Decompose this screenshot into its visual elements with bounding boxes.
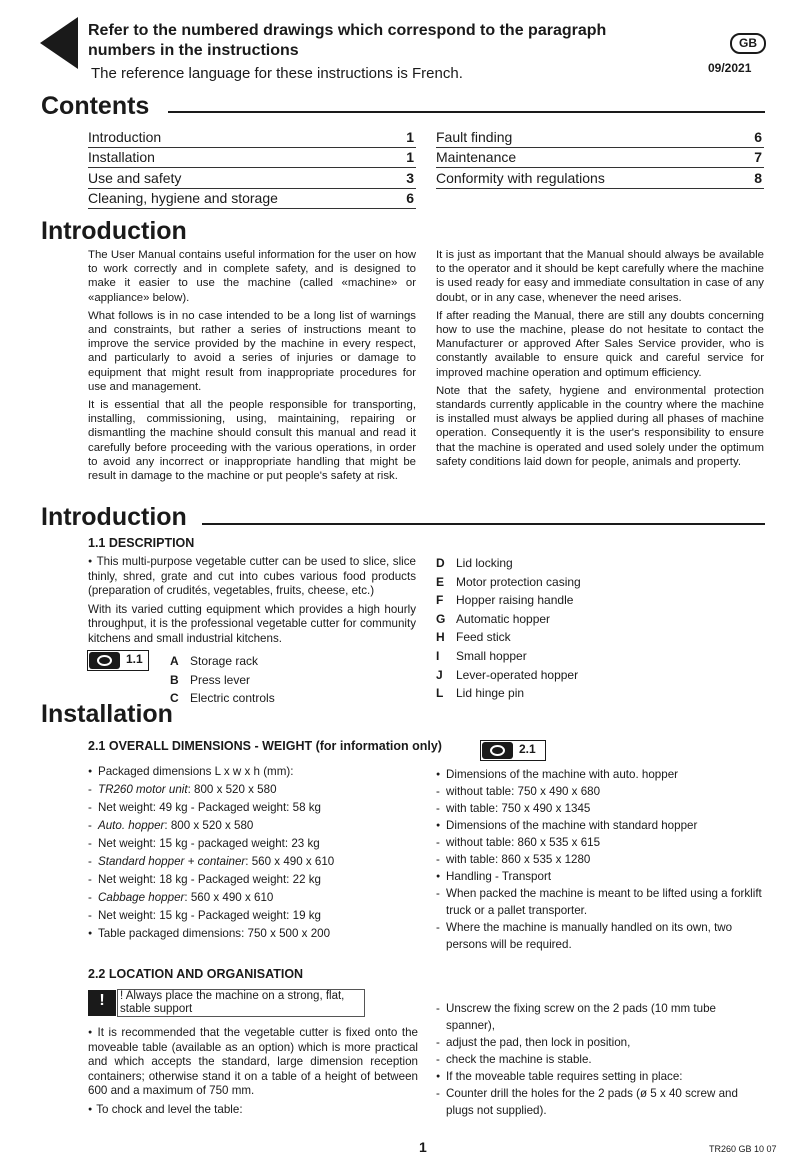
list-text — [98, 907, 418, 925]
intro-paragraph: Note that the safety, hygiene and environmental protection standards currently applicable in the country where the machine is installed must always be applied during all phases of machine operation. Consequently it is the user's responsibility to ensure that the machine is operated and used solely under the optimum safety conditions laid down for people, animals and property. — [436, 384, 764, 468]
list-text — [446, 834, 766, 851]
toc-page: 7 — [754, 149, 762, 166]
part-item — [170, 689, 275, 708]
dash-marker: - — [88, 909, 92, 922]
intro-paragraph: What follows is in no case intended to be a long list of warnings and constraints, but rather a series of instructions meant to improve the service provided by the machine in every respect, and particularly to avoid a series of injuries or damage to equipment that might result from inappropriate procedures for use and management. — [88, 309, 416, 393]
list-text — [446, 817, 766, 834]
intro-paragraph: It is essential that all the people responsible for transporting, installing, commissioning, using, maintaining, repairing or dismantling the machine should consult this manual and read it carefully before proceeding with the various operations, in order to avoid any incorrect or inappropriate handling that might be result in damage to the machine or put people's safety at risk. — [88, 399, 416, 483]
part-name: Feed stick — [456, 630, 511, 645]
dash-marker: - — [88, 837, 92, 850]
figure-ref-label: 2.1 — [519, 742, 536, 756]
dash-marker: - — [436, 1087, 440, 1100]
intro-paragraph: It is just as important that the Manual should always be available to the operator and it should be kept carefully where the machine is used ready for easy and immediate consultation in case of any doubt, or in any case, whenever the need arises. — [436, 249, 764, 304]
dash-marker: - — [436, 1053, 440, 1066]
part-item — [436, 610, 581, 629]
list-item-value: When packed the machine is meant to be lifted using a forklift truck or a pallet transporter. — [446, 887, 762, 917]
part-item — [436, 591, 581, 610]
parts-list-left — [170, 652, 275, 708]
bullet-marker: ● — [436, 771, 441, 778]
section-1-1-title — [88, 536, 194, 550]
part-name: Press lever — [190, 672, 251, 687]
figure-ref-1-1 — [87, 650, 149, 671]
part-item — [436, 573, 581, 592]
toc-page: 6 — [406, 189, 414, 206]
location-paragraph: ● To chock and level the table: — [88, 1103, 418, 1118]
dash-marker: - — [436, 785, 440, 798]
list-item-value: Dimensions of the machine with auto. hopper — [446, 768, 679, 781]
list-item — [436, 1068, 766, 1085]
toc-label: Introduction — [88, 129, 162, 145]
eye-icon — [482, 742, 513, 759]
list-text — [98, 763, 418, 781]
part-name: Automatic hopper — [456, 611, 551, 626]
list-item — [436, 834, 766, 851]
section-title: DESCRIPTION — [108, 536, 195, 550]
bullet-marker: ● — [88, 768, 93, 775]
intro-paragraph: The User Manual contains useful information for the user on how to work correctly and in complete safety, and is designed to make it easier to use the machine (called «machine» or «appliance» below). — [88, 249, 416, 304]
part-name: Motor protection casing — [456, 574, 581, 589]
bullet-marker: ● — [436, 1073, 441, 1080]
toc-page: 1 — [406, 149, 414, 166]
part-name: Lever-operated hopper — [456, 667, 579, 682]
part-letter: A — [170, 654, 179, 668]
part-letter: J — [436, 667, 443, 682]
list-item-value: adjust the pad, then lock in position, — [446, 1036, 631, 1049]
location-column — [88, 1026, 418, 1121]
list-item-value: Packaged dimensions L x w x h (mm): — [98, 765, 294, 778]
bullet-marker: ● — [436, 873, 441, 880]
toc-label: Use and safety — [88, 169, 182, 186]
intro-right-column — [436, 248, 764, 473]
list-item — [88, 853, 418, 871]
warning-note: ! Always place the machine on a strong, flat, stable support — [117, 989, 365, 1017]
intro-left-column — [88, 248, 416, 487]
part-letter: L — [436, 686, 444, 701]
part-letter: D — [436, 556, 445, 570]
list-item — [88, 907, 418, 925]
list-item-value: without table: 750 x 490 x 680 — [446, 785, 601, 798]
toc-label: Conformity with regulations — [436, 169, 605, 186]
section-2-2-title — [88, 967, 303, 981]
part-item — [436, 666, 581, 685]
dash-marker: - — [436, 1036, 440, 1049]
part-name: Lid locking — [456, 556, 513, 570]
list-text — [446, 783, 766, 800]
contents-rule — [168, 111, 765, 113]
list-item — [436, 885, 766, 919]
list-item-value: Counter drill the holes for the 2 pads (ø 5 x 40 screw and plugs not supplied). — [446, 1087, 738, 1117]
bullet-marker: ● — [88, 930, 93, 937]
warning-icon — [88, 990, 116, 1016]
list-text — [446, 1034, 766, 1051]
description-paragraph: ● This multi-purpose vegetable cutter can be used to slice, slice thinly, shred, grate and cut into cubes various food products (preparation of crudités, vegetables, fruits, cheese, etc.) — [88, 555, 416, 599]
parts-list-right — [436, 554, 581, 703]
dash-marker: - — [436, 921, 440, 934]
dash-marker: - — [88, 855, 92, 868]
dash-marker: - — [436, 802, 440, 815]
list-text — [98, 925, 418, 943]
back-arrow-icon — [40, 17, 78, 69]
list-item — [436, 868, 766, 885]
part-name: Electric controls — [190, 691, 275, 706]
toc-page: 3 — [406, 169, 414, 186]
description-paragraph: With its varied cutting equipment which provides a high hourly throughput, it is the professional vegetable cutter for community kitchens and small industrial kitchens. — [88, 602, 416, 645]
list-text — [98, 871, 418, 889]
list-item-value: Net weight: 18 kg - Packaged weight: 22 kg — [98, 873, 321, 886]
location-paragraph: ● It is recommended that the vegetable cutter is fixed onto the moveable table (available as an option) which is more practical and which accepts the standard, large dimension reception containers; otherwise stand it on a table of a height of between 600 and a maximum of 750 mm. — [88, 1026, 418, 1099]
part-item — [436, 628, 581, 647]
section-number: 2.1 — [88, 739, 106, 753]
part-letter: F — [436, 593, 444, 608]
part-name: Lid hinge pin — [456, 686, 525, 701]
toc-entry — [88, 147, 416, 168]
contents-heading: Contents — [41, 92, 150, 120]
part-letter: B — [170, 672, 179, 687]
section-title: LOCATION AND ORGANISATION — [108, 967, 304, 981]
list-text — [446, 868, 766, 885]
list-item-value: Table packaged dimensions: 750 x 500 x 200 — [98, 927, 331, 940]
dash-marker: - — [88, 801, 92, 814]
toc-entry — [88, 127, 416, 148]
language-badge: GB — [730, 33, 766, 54]
list-item-value: : 560 x 490 x 610 — [184, 891, 274, 904]
list-item — [436, 817, 766, 834]
list-item-value: Unscrew the fixing screw on the 2 pads (10 mm tube spanner), — [446, 1002, 717, 1032]
part-name: Hopper raising handle — [456, 593, 574, 608]
intro-heading: Introduction — [41, 217, 187, 245]
intro-paragraph: If after reading the Manual, there are still any doubts concerning how to use the machine, please do not hesitate to contact the Manufacturer or approved After Sales Service provider, who is constantly available to ensure quick and careful service for improved machine operation and optimum efficiency. — [436, 309, 764, 379]
dimensions-list-right — [436, 766, 766, 953]
list-item — [436, 919, 766, 953]
list-item-value: If the moveable table requires setting in place: — [446, 1070, 683, 1083]
list-item-value: Where the machine is manually handled on its own, two persons will be required. — [446, 921, 733, 951]
list-text — [446, 919, 766, 953]
part-letter: G — [436, 611, 446, 626]
list-item — [436, 851, 766, 868]
section-number: 1.1 — [88, 536, 106, 550]
section-2-1-title — [88, 739, 442, 753]
toc-entry — [436, 168, 764, 189]
list-text — [98, 835, 418, 853]
list-text — [98, 799, 418, 817]
list-item-label: TR260 motor unit — [98, 783, 188, 796]
list-item-value: with table: 860 x 535 x 1280 — [446, 853, 591, 866]
part-item — [436, 684, 581, 703]
list-item-value: check the machine is stable. — [446, 1053, 592, 1066]
toc-label: Cleaning, hygiene and storage — [88, 189, 278, 206]
list-item — [88, 817, 418, 835]
location-list-right — [436, 1000, 766, 1119]
list-text — [98, 889, 418, 907]
list-text — [446, 1085, 766, 1119]
list-item-value: Net weight: 15 kg - Packaged weight: 19 kg — [98, 909, 321, 922]
toc-label: Installation — [88, 149, 155, 166]
part-item — [170, 671, 275, 690]
list-item-value: : 560 x 490 x 610 — [245, 855, 335, 868]
list-text — [98, 781, 418, 799]
list-item-value: Dimensions of the machine with standard hopper — [446, 819, 698, 832]
part-item — [436, 554, 581, 573]
header-title: Refer to the numbered drawings which correspond to the paragraph numbers in the instructions — [88, 22, 607, 59]
revision-date: 09/2021 — [708, 61, 752, 75]
section-number: 2.2 — [88, 967, 106, 981]
toc-page: 8 — [754, 169, 762, 186]
description-column — [88, 555, 416, 650]
list-item — [436, 1000, 766, 1034]
list-item-label: Standard hopper + container — [98, 855, 246, 868]
dash-marker: - — [436, 836, 440, 849]
part-name: Storage rack — [190, 654, 259, 668]
list-item-value: Net weight: 49 kg - Packaged weight: 58 kg — [98, 801, 321, 814]
part-item — [436, 647, 581, 666]
part-letter: H — [436, 630, 445, 645]
list-text — [446, 1000, 766, 1034]
part-letter: C — [170, 691, 179, 706]
list-item-value: : 800 x 520 x 580 — [187, 783, 277, 796]
page-number: 1 — [419, 1139, 427, 1155]
toc-label: Maintenance — [436, 149, 517, 166]
toc-page: 1 — [406, 129, 414, 145]
list-item — [436, 800, 766, 817]
toc-entry — [436, 147, 764, 168]
toc-label: Fault finding — [436, 129, 513, 145]
list-text — [446, 851, 766, 868]
part-item — [170, 652, 275, 671]
list-item-value: without table: 860 x 535 x 615 — [446, 836, 601, 849]
figure-ref-2-1 — [480, 740, 546, 761]
toc-entry — [88, 168, 416, 189]
intro2-heading: Introduction — [41, 503, 187, 531]
part-letter: I — [436, 648, 440, 663]
list-item — [436, 766, 766, 783]
dash-marker: - — [436, 1002, 440, 1015]
toc-page: 6 — [754, 129, 762, 145]
dash-marker: - — [436, 887, 440, 900]
warning-symbol: ! — [99, 992, 105, 1009]
list-item — [88, 835, 418, 853]
installation-heading: Installation — [41, 700, 173, 728]
list-item-value: : 800 x 520 x 580 — [164, 819, 254, 832]
dash-marker: - — [436, 853, 440, 866]
dash-marker: - — [88, 783, 92, 796]
list-text — [446, 1068, 766, 1085]
section-title: OVERALL DIMENSIONS - WEIGHT (for information only) — [108, 739, 442, 753]
part-letter: E — [436, 574, 445, 589]
intro2-rule — [202, 523, 765, 525]
dimensions-list-left — [88, 763, 418, 943]
dash-marker: - — [88, 891, 92, 904]
bullet-marker: ● — [436, 822, 441, 829]
list-item-label: Cabbage hopper — [98, 891, 185, 904]
list-item — [88, 925, 418, 943]
list-item — [88, 889, 418, 907]
list-item — [436, 783, 766, 800]
document-code: TR260 GB 10 07 — [709, 1144, 777, 1154]
list-item — [88, 871, 418, 889]
header-subtitle: The reference language for these instructions is French. — [91, 65, 463, 82]
list-item-value: with table: 750 x 490 x 1345 — [446, 802, 591, 815]
list-text — [98, 817, 418, 835]
figure-ref-label: 1.1 — [126, 652, 143, 666]
list-item — [436, 1085, 766, 1119]
dash-marker: - — [88, 873, 92, 886]
toc-entry — [436, 127, 764, 148]
list-item — [436, 1034, 766, 1051]
toc-entry — [88, 188, 416, 209]
list-item — [436, 1051, 766, 1068]
list-text — [446, 1051, 766, 1068]
list-item — [88, 799, 418, 817]
list-item — [88, 763, 418, 781]
list-text — [446, 766, 766, 783]
part-name: Small hopper — [456, 648, 527, 663]
list-item-value: Handling - Transport — [446, 870, 552, 883]
list-item — [88, 781, 418, 799]
eye-icon — [89, 652, 120, 669]
list-item-value: Net weight: 15 kg - packaged weight: 23 kg — [98, 837, 320, 850]
list-text — [446, 885, 766, 919]
list-text — [98, 853, 418, 871]
list-item-label: Auto. hopper — [98, 819, 165, 832]
dash-marker: - — [88, 819, 92, 832]
list-text — [446, 800, 766, 817]
